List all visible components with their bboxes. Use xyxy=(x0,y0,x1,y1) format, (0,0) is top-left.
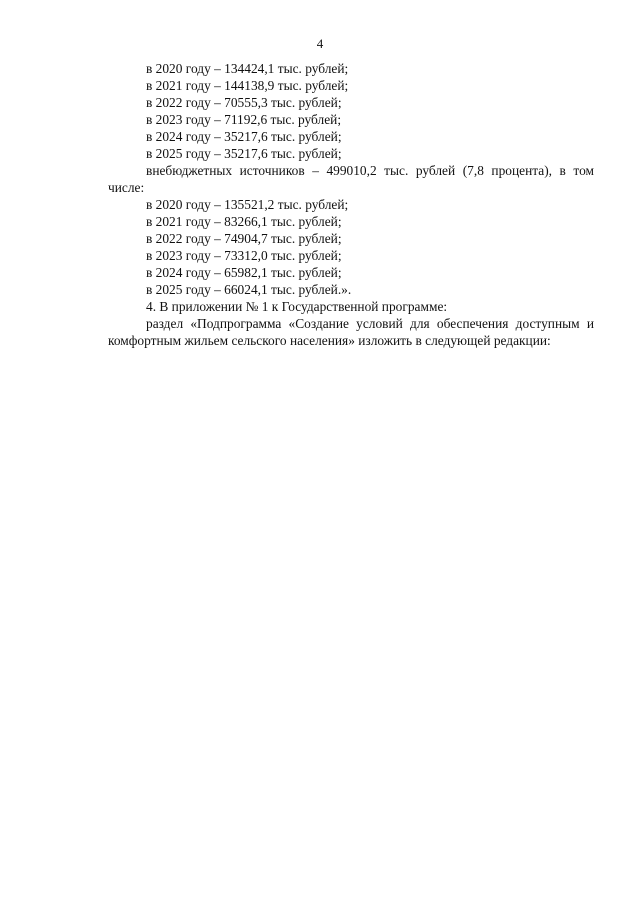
offbudget-line-2024: в 2024 году – 65982,1 тыс. рублей; xyxy=(146,265,342,280)
offbudget-line-2023: в 2023 году – 73312,0 тыс. рублей; xyxy=(146,248,342,263)
funding-line-2025: в 2025 году – 35217,6 тыс. рублей; xyxy=(146,146,342,161)
section-instruction-line: раздел «Подпрограмма «Создание условий для обеспечения доступным и xyxy=(146,316,594,331)
funding-line-2022: в 2022 году – 70555,3 тыс. рублей; xyxy=(146,95,342,110)
offbudget-line-2020: в 2020 году – 135521,2 тыс. рублей; xyxy=(146,197,349,212)
funding-line-2020: в 2020 году – 134424,1 тыс. рублей; xyxy=(146,61,349,76)
document-body xyxy=(108,60,594,349)
funding-line-2023: в 2023 году – 71192,6 тыс. рублей; xyxy=(146,112,342,127)
section-instruction-continuation: комфортным жильем сельского населения» изложить в следующей редакции: xyxy=(108,333,551,348)
offbudget-line-2025: в 2025 году – 66024,1 тыс. рублей.». xyxy=(146,282,352,297)
offbudget-sources-line: внебюджетных источников – 499010,2 тыс. рублей (7,8 процента), в том xyxy=(146,163,594,178)
funding-line-2021: в 2021 году – 144138,9 тыс. рублей; xyxy=(146,78,349,93)
offbudget-line-2022: в 2022 году – 74904,7 тыс. рублей; xyxy=(146,231,342,246)
offbudget-line-2021: в 2021 году – 83266,1 тыс. рублей; xyxy=(146,214,342,229)
offbudget-sources-continuation: числе: xyxy=(108,180,145,195)
funding-line-2024: в 2024 году – 35217,6 тыс. рублей; xyxy=(146,129,342,144)
page-number: 4 xyxy=(316,36,324,51)
item-4-heading: 4. В приложении № 1 к Государственной программе: xyxy=(146,299,448,314)
